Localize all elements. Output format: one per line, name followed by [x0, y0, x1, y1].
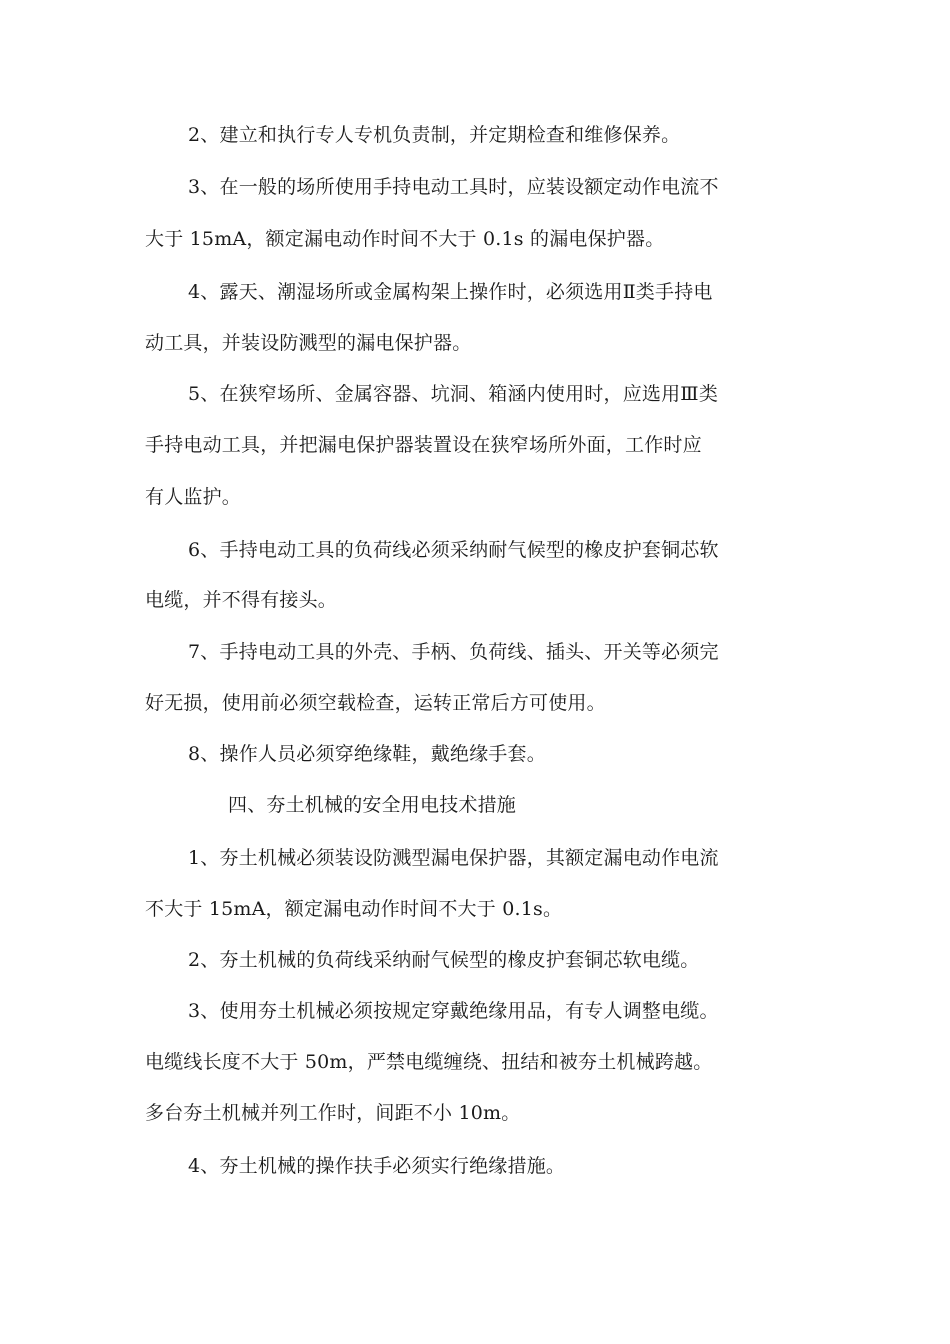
paragraph-line: 1、夯土机械必须装设防溅型漏电保护器，其额定漏电动作电流 — [188, 847, 719, 869]
paragraph-line: 5、在狭窄场所、金属容器、坑洞、箱涵内使用时，应选用Ⅲ类 — [188, 383, 719, 405]
paragraph-line: 电缆线长度不大于 50m，严禁电缆缠绕、扭结和被夯土机械跨越。 — [145, 1051, 713, 1073]
paragraph-line: 有人监护。 — [145, 486, 242, 508]
paragraph-line: 不大于 15mA，额定漏电动作时间不大于 0.1s。 — [145, 898, 563, 920]
paragraph-line: 7、手持电动工具的外壳、手柄、负荷线、插头、开关等必须完 — [188, 641, 719, 663]
paragraph-line: 多台夯土机械并列工作时，间距不小 10m。 — [145, 1102, 521, 1124]
paragraph-line: 手持电动工具，并把漏电保护器装置设在狭窄场所外面，工作时应 — [145, 434, 702, 456]
paragraph-line: 2、建立和执行专人专机负责制，并定期检查和维修保养。 — [188, 124, 681, 146]
paragraph-line: 4、夯土机械的操作扶手必须实行绝缘措施。 — [188, 1155, 566, 1177]
paragraph-line: 好无损，使用前必须空载检查，运转正常后方可使用。 — [145, 692, 606, 714]
paragraph-line: 动工具，并装设防溅型的漏电保护器。 — [145, 332, 472, 354]
paragraph-line: 3、在一般的场所使用手持电动工具时，应装设额定动作电流不 — [188, 176, 719, 198]
paragraph-line: 电缆，并不得有接头。 — [145, 589, 338, 611]
paragraph-line: 4、露天、潮湿场所或金属构架上操作时，必须选用Ⅱ类手持电 — [188, 281, 713, 303]
section-heading: 四、夯土机械的安全用电技术措施 — [228, 794, 517, 816]
paragraph-line: 3、使用夯土机械必须按规定穿戴绝缘用品，有专人调整电缆。 — [188, 1000, 719, 1022]
paragraph-line: 2、夯土机械的负荷线采纳耐气候型的橡皮护套铜芯软电缆。 — [188, 949, 700, 971]
paragraph-line: 大于 15mA，额定漏电动作时间不大于 0.1s 的漏电保护器。 — [145, 228, 665, 250]
paragraph-line: 8、操作人员必须穿绝缘鞋，戴绝缘手套。 — [188, 743, 546, 765]
paragraph-line: 6、手持电动工具的负荷线必须采纳耐气候型的橡皮护套铜芯软 — [188, 539, 719, 561]
